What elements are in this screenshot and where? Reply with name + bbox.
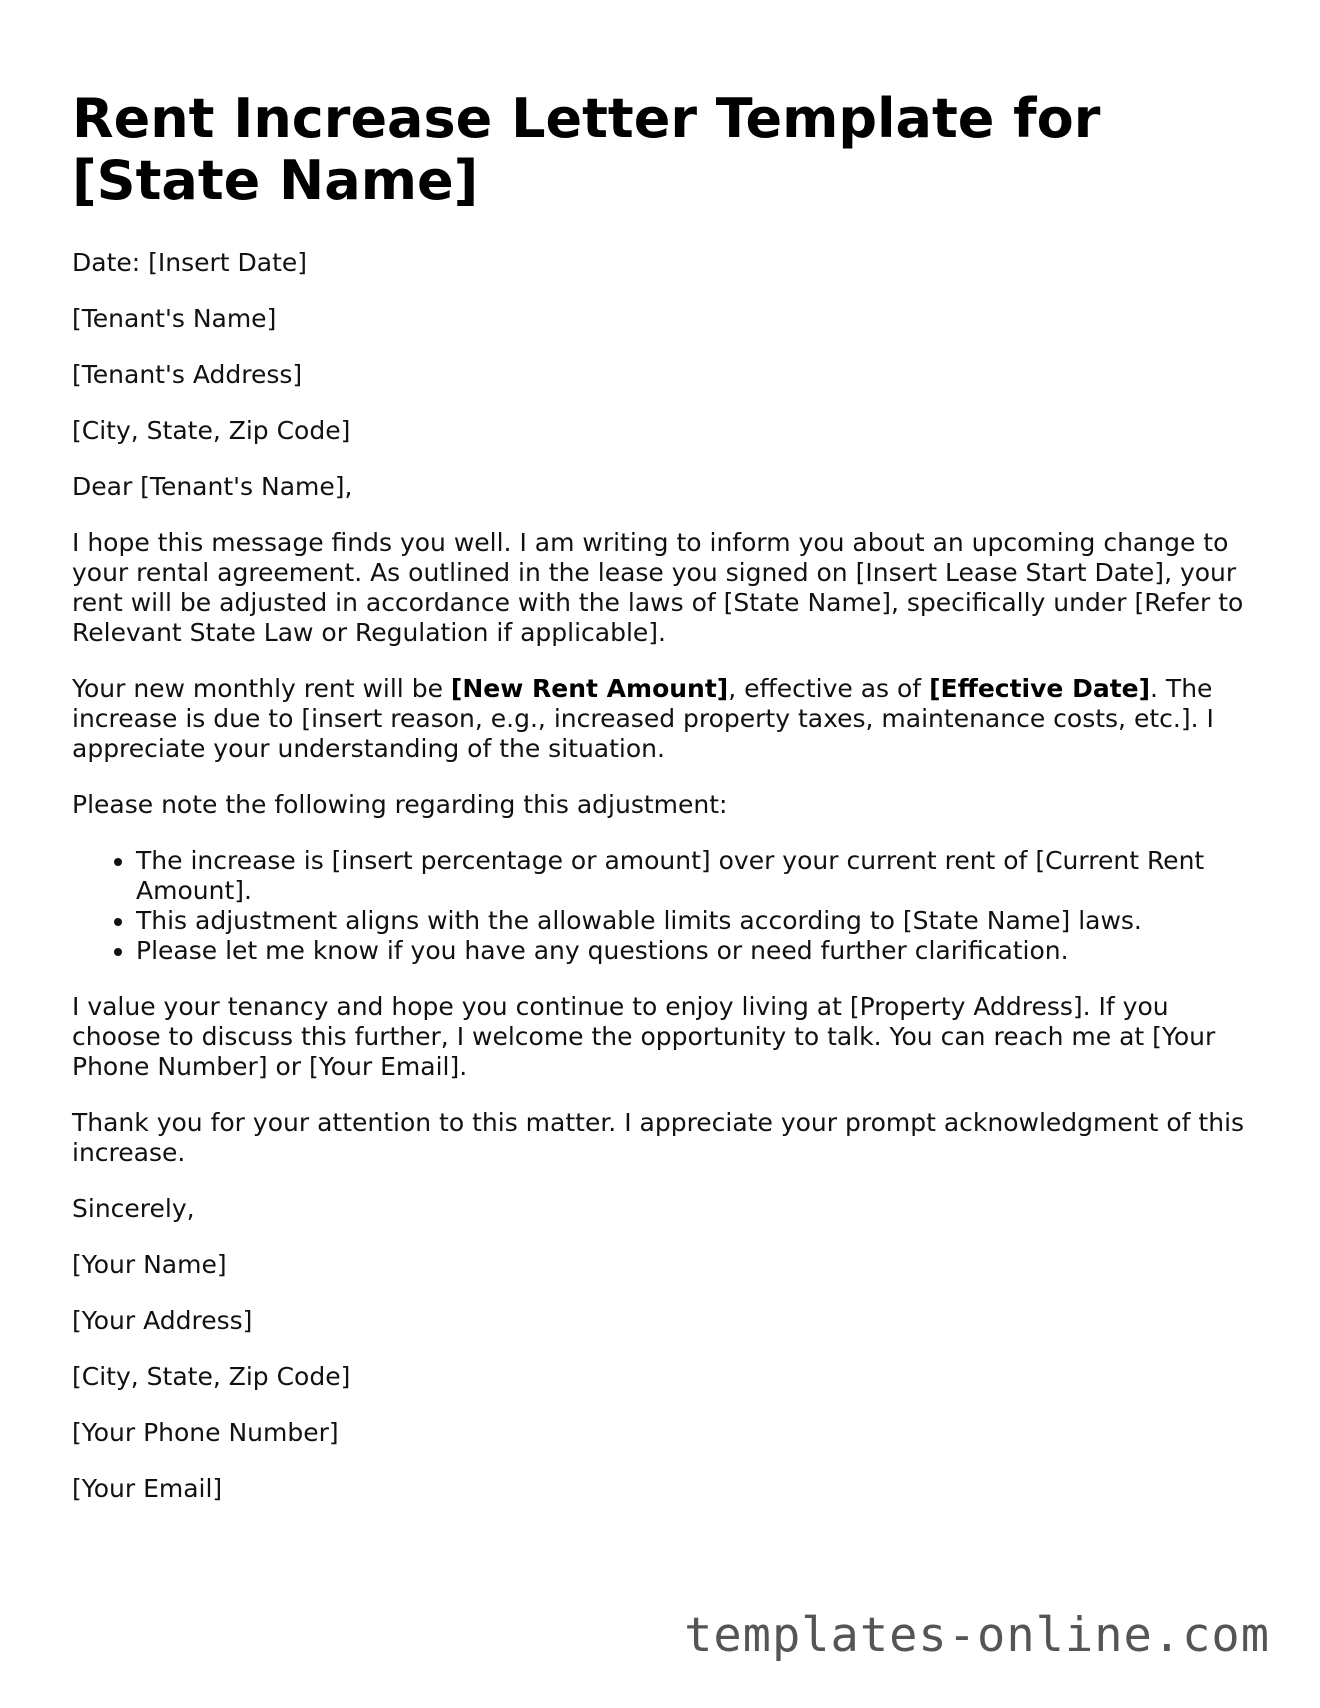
paragraph-thanks: Thank you for your attention to this matter. I appreciate your prompt acknowledgment of this increase. (72, 1108, 1245, 1167)
salutation: Dear [Tenant's Name], (72, 472, 353, 501)
paragraph-rent (72, 674, 1252, 764)
rent-suffix: . The increase is due to [insert reason, e.g., increased property taxes, maintenance costs, etc.]. I appreciate your understanding of the situation. (72, 674, 1214, 763)
date-line: Date: [Insert Date] (72, 248, 308, 277)
paragraph-value: I value your tenancy and hope you continue to enjoy living at [Property Address]. If you choose to discuss this further, I welcome the opportunity to talk. You can reach me at [Your Phone Number] or [Your Email]. (72, 992, 1216, 1081)
list-item: • Please let me know if you have any questions or need further clarification. (136, 936, 1252, 966)
sender-address: [Your Address] (72, 1306, 253, 1335)
list-item: • The increase is [insert percentage or amount] over your current rent of [Current Rent Amount]. (136, 846, 1252, 906)
page-title: Rent Increase Letter Template for [State Name] (72, 87, 1101, 212)
sender-name: [Your Name] (72, 1250, 227, 1279)
paragraph-intro: I hope this message finds you well. I am writing to inform you about an upcoming change to your rental agreement. As outlined in the lease you signed on [Insert Lease Start Date], your rent will be adjusted in accordance with the laws of [State Name], specifically under [Refer to Relevant State Law or Regulation if applicable]. (72, 528, 1244, 647)
rent-middle: , effective as of (728, 674, 930, 703)
tenant-address: [Tenant's Address] (72, 360, 303, 389)
tenant-name: [Tenant's Name] (72, 304, 277, 333)
effective-date: [Effective Date] (929, 674, 1151, 703)
watermark: templates-online.com (684, 1608, 1270, 1663)
sender-email: [Your Email] (72, 1474, 223, 1503)
letter-document (72, 88, 1252, 1530)
closing: Sincerely, (72, 1194, 195, 1223)
rent-prefix: Your new monthly rent will be (72, 674, 451, 703)
new-rent-amount: [New Rent Amount] (450, 674, 729, 703)
sender-city-state-zip: [City, State, Zip Code] (72, 1362, 351, 1391)
tenant-city-state-zip: [City, State, Zip Code] (72, 416, 351, 445)
list-item: • This adjustment aligns with the allowable limits according to [State Name] laws. (136, 906, 1252, 936)
notes-list (72, 846, 1252, 966)
sender-phone: [Your Phone Number] (72, 1418, 339, 1447)
notes-intro: Please note the following regarding this adjustment: (72, 790, 728, 819)
